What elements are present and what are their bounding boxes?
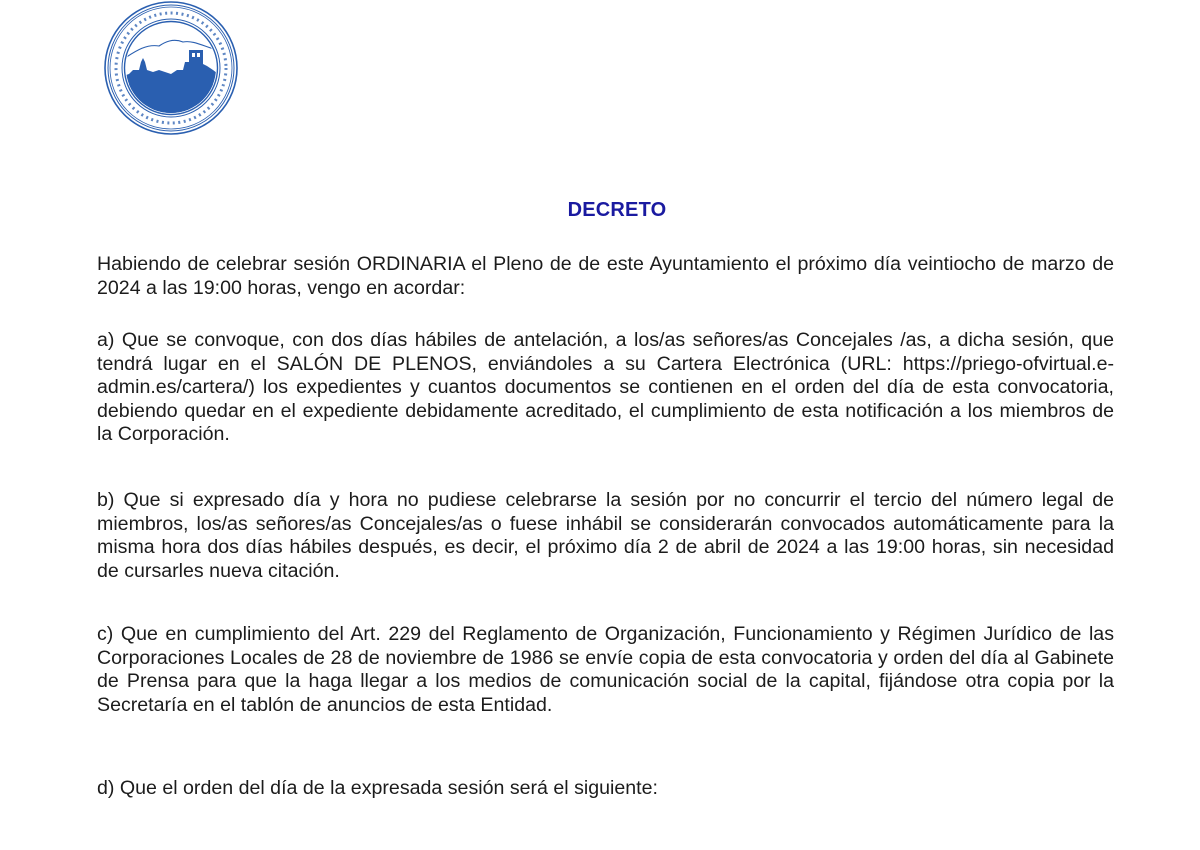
clause-b-paragraph: b) Que si expresado día y hora no pudiese celebrarse la sesión por no concurrir el tercio del número legal de miembros, los/as señores/as Concejales/as o fuese inhábil se considerarán convocados automáticamente para la misma hora dos días hábiles después, es decir, el próximo día 2 de abril de 2024 a las 19:00 horas, sin necesidad de cursarles nueva citación. (97, 489, 1114, 582)
clause-d-paragraph: d) Que el orden del día de la expresada sesión será el siguiente: (97, 777, 658, 799)
municipal-seal-logo (103, 0, 239, 136)
clause-c-paragraph: c) Que en cumplimiento del Art. 229 del Reglamento de Organización, Funcionamiento y Régimen Jurídico de las Corporaciones Locales de 28 de noviembre de 1986 se envíe copia de esta convocatoria y orden del día al Gabinete de Prensa para que la haga llegar a los medios de comunicación social de la capital, fijándose otra copia por la Secretaría en el tablón de anuncios de esta Entidad. (97, 623, 1114, 716)
intro-paragraph: Habiendo de celebrar sesión ORDINARIA el Pleno de de este Ayuntamiento el próximo día veintiocho de marzo de 2024 a las 19:00 horas, vengo en acordar: (97, 253, 1114, 299)
municipal-seal-icon (103, 0, 239, 136)
clause-a-paragraph: a) Que se convoque, con dos días hábiles de antelación, a los/as señores/as Concejales /as, a dicha sesión, que tendrá lugar en el SALÓN DE PLENOS, enviándoles a su Cartera Electrónica (URL: https://priego-ofvirtual.e-admin.es/cartera/) los expedientes y cuantos documentos se contienen en el orden del día de esta convocatoria, debiendo quedar en el expediente debidamente acreditado, el cumplimiento de esta notificación a los miembros de la Corporación. (97, 329, 1114, 446)
document-title: DECRETO (567, 199, 667, 221)
